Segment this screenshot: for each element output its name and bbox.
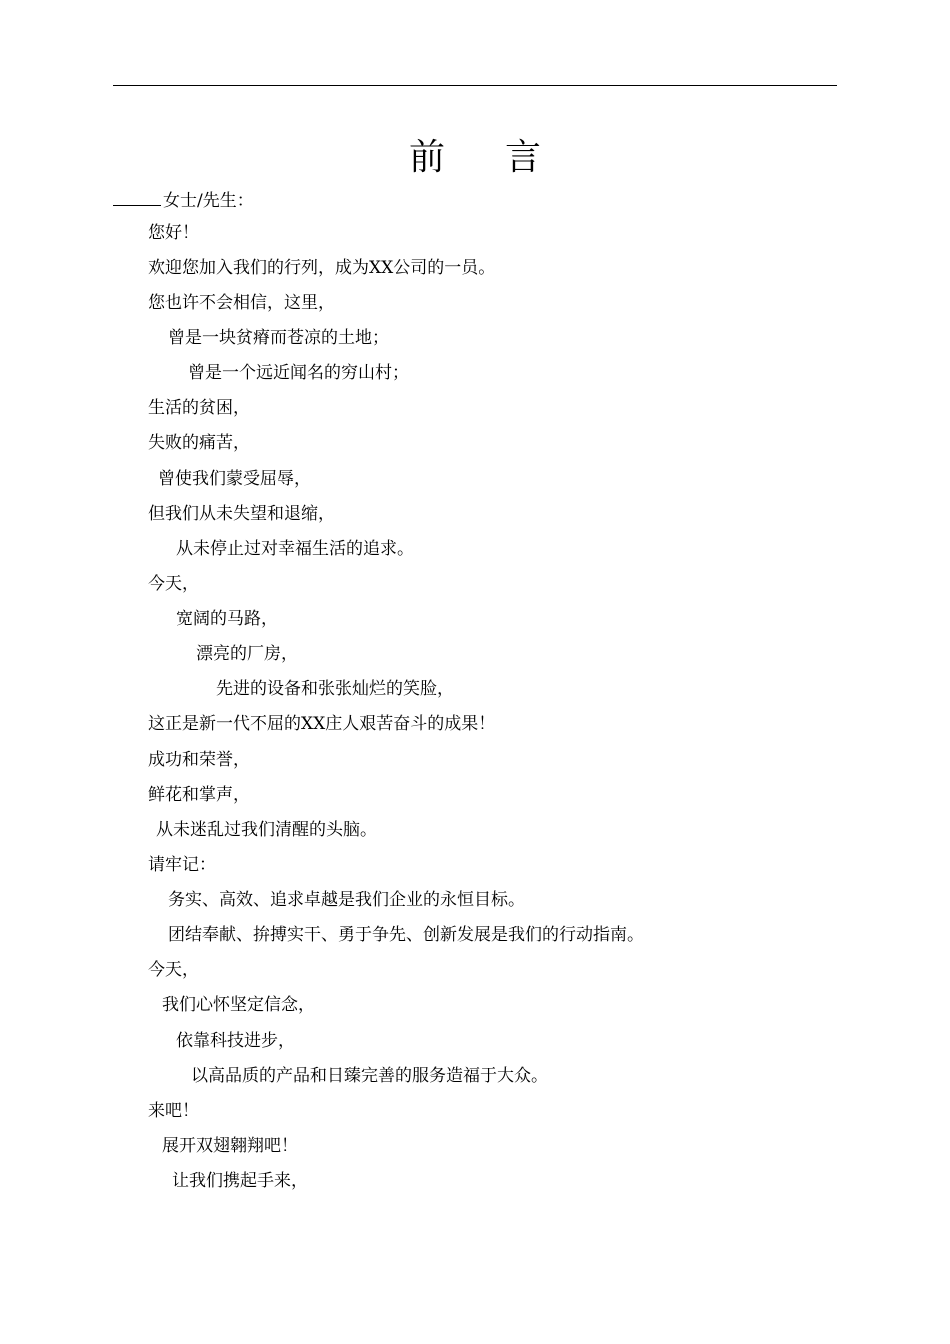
text-line: 从未迷乱过我们清醒的头脑。 [156, 820, 377, 840]
text-line: 今天， [148, 574, 199, 594]
text-line: 请牢记： [148, 855, 216, 875]
text-line: 您好！ [148, 223, 199, 243]
text-line: 从未停止过对幸福生活的追求。 [176, 539, 414, 559]
header-rule [113, 85, 837, 86]
text-line: 展开双翅翱翔吧！ [162, 1136, 298, 1156]
text-line: 成功和荣誉， [148, 750, 250, 770]
text-line: 鲜花和掌声， [148, 785, 250, 805]
page-title-char-2: 言 [505, 137, 542, 178]
text-line: 生活的贫困， [148, 398, 250, 418]
text-line: 曾是一个远近闻名的穷山村； [188, 363, 409, 383]
salutation-text: 女士/先生： [163, 191, 254, 211]
text-line: 务实、高效、追求卓越是我们企业的永恒目标。 [168, 890, 525, 910]
text-line: 先进的设备和张张灿烂的笑脸， [216, 679, 454, 699]
text-line: 曾使我们蒙受屈辱， [158, 469, 311, 489]
text-line: 这正是新一代不屈的XX庄人艰苦奋斗的成果！ [148, 714, 496, 734]
text-line: 曾是一块贫瘠而苍凉的土地； [168, 328, 389, 348]
text-line: 宽阔的马路， [176, 609, 278, 629]
text-line: 依靠科技进步， [176, 1031, 295, 1051]
text-line: 来吧！ [148, 1101, 199, 1121]
text-line: 您也许不会相信，这里， [148, 293, 335, 313]
text-line: 我们心怀坚定信念， [162, 995, 315, 1015]
text-line: 漂亮的厂房， [196, 644, 298, 664]
text-line: 但我们从未失望和退缩， [148, 504, 335, 524]
text-line: 团结奉献、拚搏实干、勇于争先、创新发展是我们的行动指南。 [168, 925, 644, 945]
name-blank-underline [113, 187, 161, 206]
text-line: 以高品质的产品和日臻完善的服务造福于大众。 [191, 1066, 548, 1086]
text-line: 今天， [148, 960, 199, 980]
text-line: 失败的痛苦， [148, 433, 250, 453]
text-line: 让我们携起手来， [172, 1171, 308, 1191]
salutation [113, 187, 254, 214]
text-line: 欢迎您加入我们的行列，成为XX公司的一员。 [148, 258, 496, 278]
page-title [0, 132, 950, 184]
page-title-char-1: 前 [408, 137, 445, 178]
